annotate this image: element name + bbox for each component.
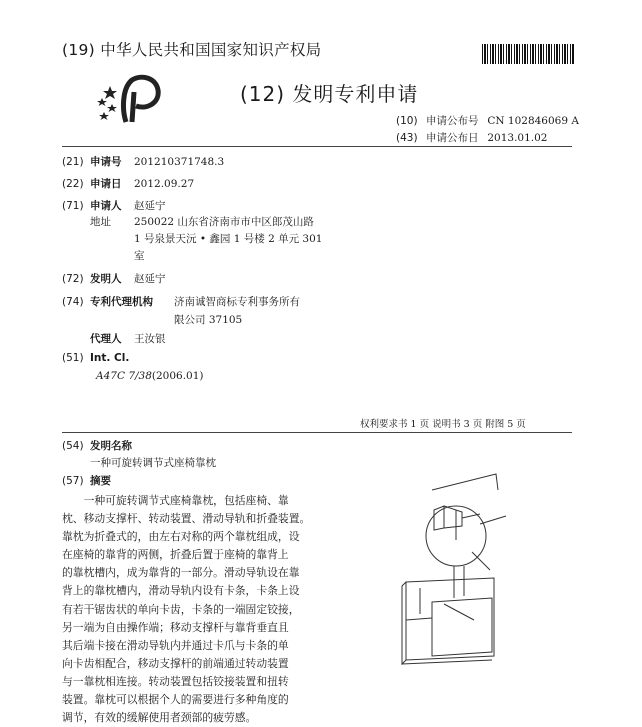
page-counts: 权利要求书 1 页 说明书 3 页 附图 5 页 [360,419,526,430]
office-name: 中华人民共和国国家知识产权局 [100,41,322,59]
abstract-line: 另一端为自由操作端；移动支撑杆与靠背垂直且 [62,620,289,634]
agency-row [62,294,300,309]
agent-label: 代理人 [90,333,122,345]
abstract-line: 其后端卡接在滑动导轨内并通过卡爪与卡条的单 [62,638,289,652]
address-line-2: 1 号泉景天沅 • 鑫园 1 号楼 2 单元 301 [134,233,323,245]
int-cl-code: (51) [62,352,84,364]
abstract-line: 枕、移动支撑杆、转动装置、滑动导轨和折叠装置。 [62,512,311,526]
agent: 王汝银 [134,333,166,345]
doc-type-heading [240,78,418,107]
abstract-text [62,492,330,727]
abstract-code: (57) [62,475,84,487]
applicant-label: 申请人 [90,200,122,212]
publication-date-row [396,130,547,145]
agency-code: (74) [62,296,84,308]
abstract-line: 一种可旋转调节式座椅靠枕，包括座椅、靠 [83,494,289,507]
abstract-line: 向卡齿相配合，移动支撑杆的前端通过转动装置 [62,656,289,670]
abstract-label: 摘要 [90,475,111,487]
application-number-row [62,154,224,169]
int-cl-row [62,352,129,364]
doc-type-code: (12) [240,82,286,106]
header-divider [62,146,572,147]
app-no-code: (21) [62,156,84,168]
abstract-line: 有若干锯齿状的单向卡齿，卡条的一端固定铰接， [62,602,300,616]
pub-no-label: 申请公布号 [426,115,479,127]
app-no: 201210371748.3 [134,156,225,168]
office-header [62,38,321,60]
abstract-line: 装置。靠枕可以根据个人的需要进行多种角度的 [62,693,289,707]
agency-label: 专利代理机构 [90,296,153,308]
pub-no-code: (10) [396,115,418,127]
abstract-line: 调节，有效的缓解使用者颈部的疲劳感。 [62,711,257,725]
body-divider [62,432,572,433]
abstract-line: 的靠枕槽内，成为靠背的一部分。滑动导轨设在靠 [62,566,300,580]
abstract-line: 在座椅的靠背的两侧，折叠后置于座椅的靠背上 [62,548,289,562]
invention-title-row [62,438,132,453]
pub-date-label: 申请公布日 [426,132,479,144]
int-cl-label: Int. Cl. [90,352,130,364]
applicant-code: (71) [62,200,84,212]
invention-title: 一种可旋转调节式座椅靠枕 [90,457,216,469]
int-cl-class: A47C 7/38 [96,370,152,382]
agency-line-1: 济南诚智商标专利事务所有 [174,296,300,308]
inventor-label: 发明人 [90,273,122,285]
pub-date-code: (43) [396,132,418,144]
patent-drawing-figure [384,470,574,680]
filing-date: 2012.09.27 [134,178,195,190]
sipo-logo-icon [96,70,166,128]
agency-line-2: 限公司 37105 [174,314,243,326]
pub-date: 2013.01.02 [487,132,548,144]
filing-date-code: (22) [62,178,84,190]
applicant: 赵延宁 [134,200,166,212]
abstract-line: 与一靠枕相连接。转动装置包括铰接装置和扭转 [62,674,289,688]
inventor-code: (72) [62,273,84,285]
pub-no: CN 102846069 A [487,115,579,127]
title-code: (54) [62,440,84,452]
abstract-line: 背上的靠枕槽内，滑动导轨内设有卡条，卡条上设 [62,584,300,598]
inventor-row [62,271,166,286]
filing-date-label: 申请日 [90,178,122,190]
inventor: 赵延宁 [134,273,166,285]
int-cl-version: (2006.01) [151,370,204,382]
int-cl-value [96,370,204,382]
address-label: 地址 [90,216,111,228]
doc-type: 发明专利申请 [292,82,419,106]
filing-date-row [62,176,194,191]
address-line-1: 250022 山东省济南市市中区郎茂山路 [134,216,314,228]
office-code: (19) [62,41,96,59]
abstract-line: 靠枕为折叠式的，由左右对称的两个靠枕组成，设 [62,530,300,544]
app-no-label: 申请号 [90,156,122,168]
agent-row [90,331,166,346]
abstract-heading [62,473,111,488]
barcode [482,44,574,64]
applicant-row [62,198,166,213]
publication-number-row [396,113,579,128]
title-label: 发明名称 [90,440,132,452]
address-line-3: 室 [134,250,145,262]
